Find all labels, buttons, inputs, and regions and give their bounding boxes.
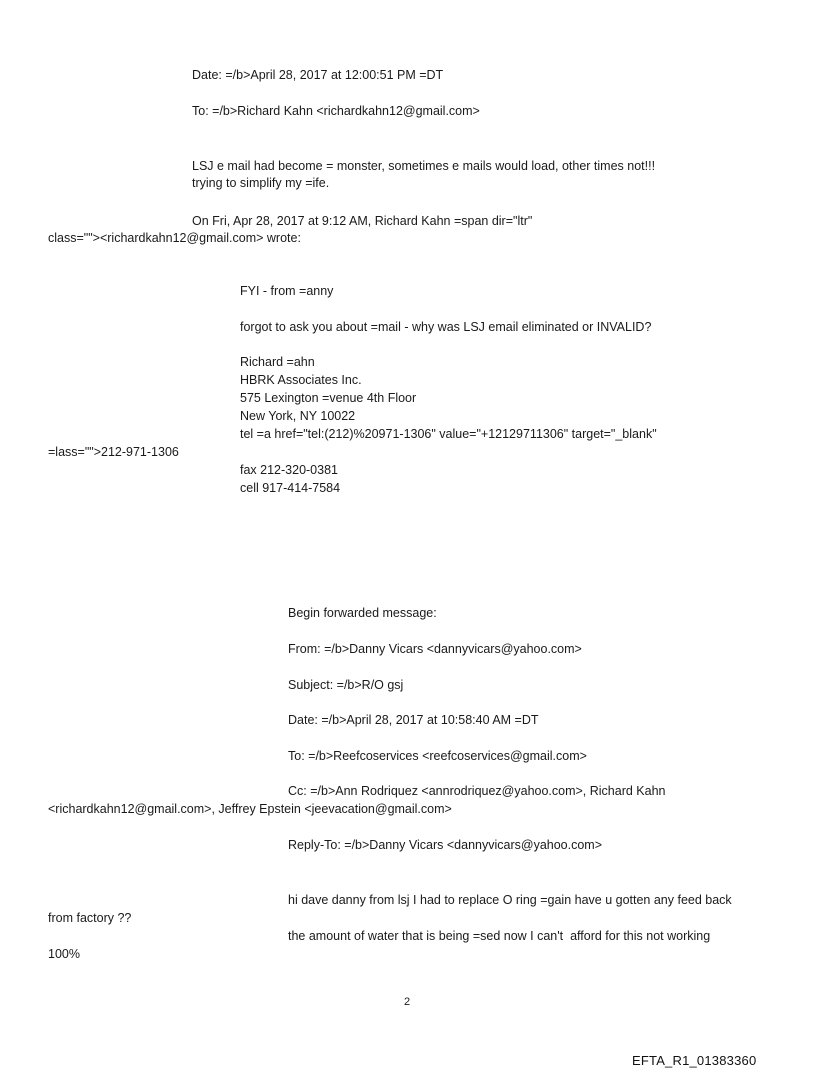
quoted-question-line: forgot to ask you about =mail - why was LSJ email eliminated or INVALID? [240,320,652,334]
forwarded-subject-line: Subject: =/b>R/O gsj [288,678,404,692]
forwarded-body-line-3: the amount of water that is being =sed now I can't afford for this not working [288,929,711,943]
signature-fax: fax 212-320-0381 [240,463,338,477]
email-to-line: To: =/b>Richard Kahn <richardkahn12@gmail.com> [192,104,480,118]
forwarded-cc-line-1: Cc: =/b>Ann Rodriquez <annrodriquez@yahoo.com>, Richard Kahn [288,784,666,798]
forwarded-reply-to-line: Reply-To: =/b>Danny Vicars <dannyvicars@yahoo.com> [288,838,603,852]
quoted-fyi-line: FYI - from =anny [240,284,334,298]
signature-address-1: 575 Lexington =venue 4th Floor [240,391,417,405]
forwarded-body-line-2: from factory ?? [48,911,132,925]
signature-address-2: New York, NY 10022 [240,409,356,423]
signature-company: HBRK Associates Inc. [240,373,362,387]
reply-body-line-1: LSJ e mail had become = monster, sometimes e mails would load, other times not!!! [192,159,656,173]
reply-body-line-2: trying to simplify my =ife. [192,176,330,190]
bates-number: EFTA_R1_01383360 [632,1053,757,1068]
forwarded-to-line: To: =/b>Reefcoservices <reefcoservices@gmail.com> [288,749,587,763]
quote-attribution-line-1: On Fri, Apr 28, 2017 at 9:12 AM, Richard Kahn =span dir="ltr" [192,214,533,228]
email-date-line: Date: =/b>April 28, 2017 at 12:00:51 PM =DT [192,68,444,82]
signature-cell: cell 917-414-7584 [240,481,341,495]
signature-name: Richard =ahn [240,355,315,369]
forwarded-date-line: Date: =/b>April 28, 2017 at 10:58:40 AM =DT [288,713,539,727]
forwarded-intro: Begin forwarded message: [288,606,437,620]
quote-attribution-line-2: class=""><richardkahn12@gmail.com> wrote: [48,231,301,245]
forwarded-cc-line-2: <richardkahn12@gmail.com>, Jeffrey Epstein <jeevacation@gmail.com> [48,802,452,816]
forwarded-from-line: From: =/b>Danny Vicars <dannyvicars@yahoo.com> [288,642,582,656]
signature-tel-continuation: =lass="">212-971-1306 [48,445,179,459]
page-number: 2 [404,996,411,1008]
signature-tel-line: tel =a href="tel:(212)%20971-1306" value="+12129711306" target="_blank" [240,427,657,441]
forwarded-body-line-4: 100% [48,947,80,961]
forwarded-body-line-1: hi dave danny from lsj I had to replace O ring =gain have u gotten any feed back [288,893,732,907]
